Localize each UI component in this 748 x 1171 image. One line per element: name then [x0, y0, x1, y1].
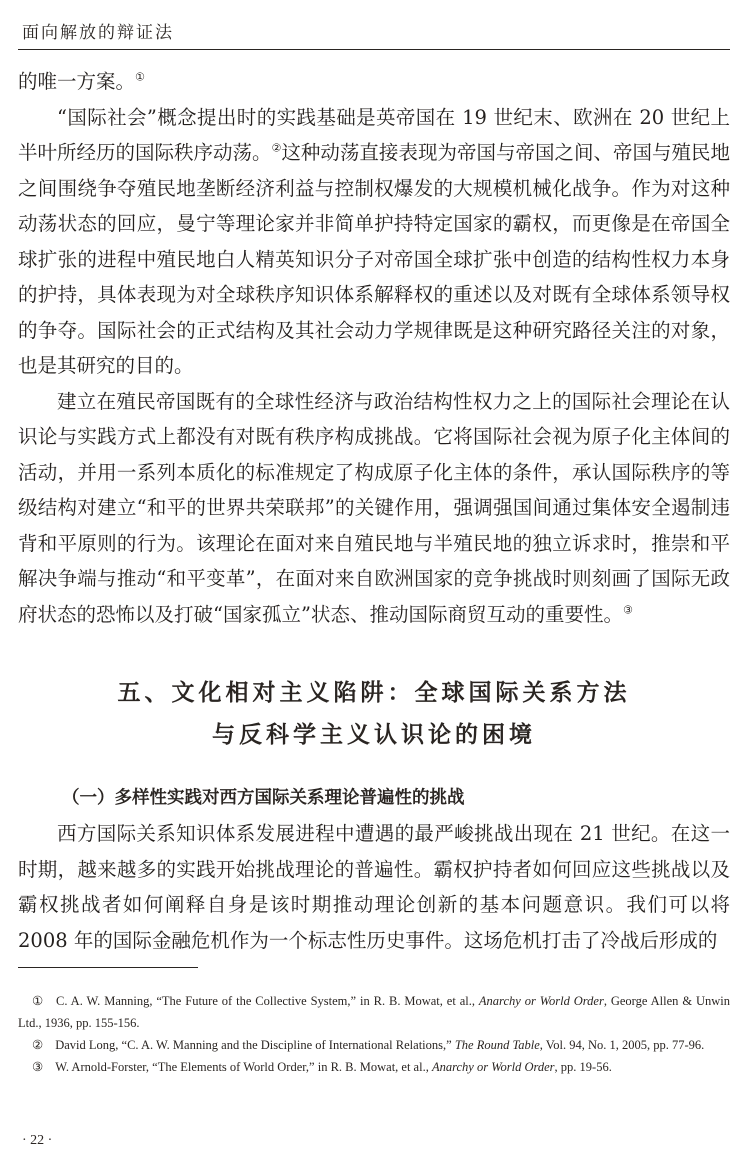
header-rule [18, 49, 730, 50]
section-title-line-2: 与反科学主义认识论的困境 [212, 722, 536, 748]
paragraph-1: “国际社会”概念提出时的实践基础是英帝国在 19 世纪末、欧洲在 20 世纪上半叶所经历的国际秩序动荡。②这种动荡直接表现为帝国与帝国之间、帝国与殖民地之间围绕争夺殖民地垄断经济利益与控制权爆发的大规模机械化战争。作为对这种动荡状态的回应，曼宁等理论家并非简单护持特定国家的霸权，而更像是在帝国全球扩张的进程中殖民地白人精英知识分子对帝国全球扩张中创造的结构性权力本身的护持，具体表现为对全球秩序知识体系解释权的重述以及对既有全球体系领导权的争夺。国际社会的正式结构及其社会动力学规律既是这种研究路径关注的对象，也是其研究的目的。 [18, 105, 730, 377]
section-title [0, 672, 748, 756]
footnote-1: ① C. A. W. Manning, “The Future of the Collective System,” in R. B. Mowat, et al., Anarchy or World Order, George Allen & Unwin Ltd., 1936, pp. 155-156. [18, 994, 730, 1030]
footnote-ref-2: ② [271, 141, 282, 155]
page-number: · 22 · [22, 1133, 53, 1148]
footnote-2: ② David Long, “C. A. W. Manning and the Discipline of International Relations,” The Round Table, Vol. 94, No. 1, 2005, pp. 77-96. [32, 1038, 705, 1052]
footnote-ref-1: ① [135, 70, 145, 84]
paragraph-continuation: 的唯一方案。① [18, 70, 145, 93]
body-text-bottom [18, 816, 730, 958]
footnote-3: ③ W. Arnold-Forster, “The Elements of World Order,” in R. B. Mowat, et al., Anarchy or World Order, pp. 19-56. [32, 1060, 612, 1074]
footnotes [18, 990, 730, 1078]
running-header: 面向解放的辩证法 [22, 23, 174, 43]
subsection-heading: （一）多样性实践对西方国际关系理论普遍性的挑战 [62, 788, 465, 808]
footnote-ref-3: ③ [622, 603, 633, 616]
paragraph-3: 西方国际关系知识体系发展进程中遭遇的最严峻挑战出现在 21 世纪。在这一时期，越来越多的实践开始挑战理论的普遍性。霸权护持者如何回应这些挑战以及霸权挑战者如何阐释自身是该时期推动理论创新的基本问题意识。我们可以将 2008 年的国际金融危机作为一个标志性历史事件。这场危机打击了冷战后形成的 [18, 822, 730, 952]
paragraph-2: 建立在殖民帝国既有的全球性经济与政治结构性权力之上的国际社会理论在认识论与实践方式上都没有对既有秩序构成挑战。它将国际社会视为原子化主体间的活动，并用一系列本质化的标准规定了构成原子化主体的条件，承认国际秩序的等级结构对建立“和平的世界共荣联邦”的关键作用，强调强国间通过集体安全遏制违背和平原则的行为。该理论在面对来自殖民地与半殖民地的独立诉求时，推崇和平解决争端与推动“和平变革”，在面对来自欧洲国家的竞争挑战时则刻画了国际无政府状态的恐怖以及打破“国家孤立”状态、推动国际商贸互动的重要性。③ [18, 389, 730, 626]
body-text-top [18, 64, 730, 632]
footnote-rule [18, 967, 198, 968]
section-title-line-1: 五、文化相对主义陷阱：全球国际关系方法 [117, 680, 631, 706]
